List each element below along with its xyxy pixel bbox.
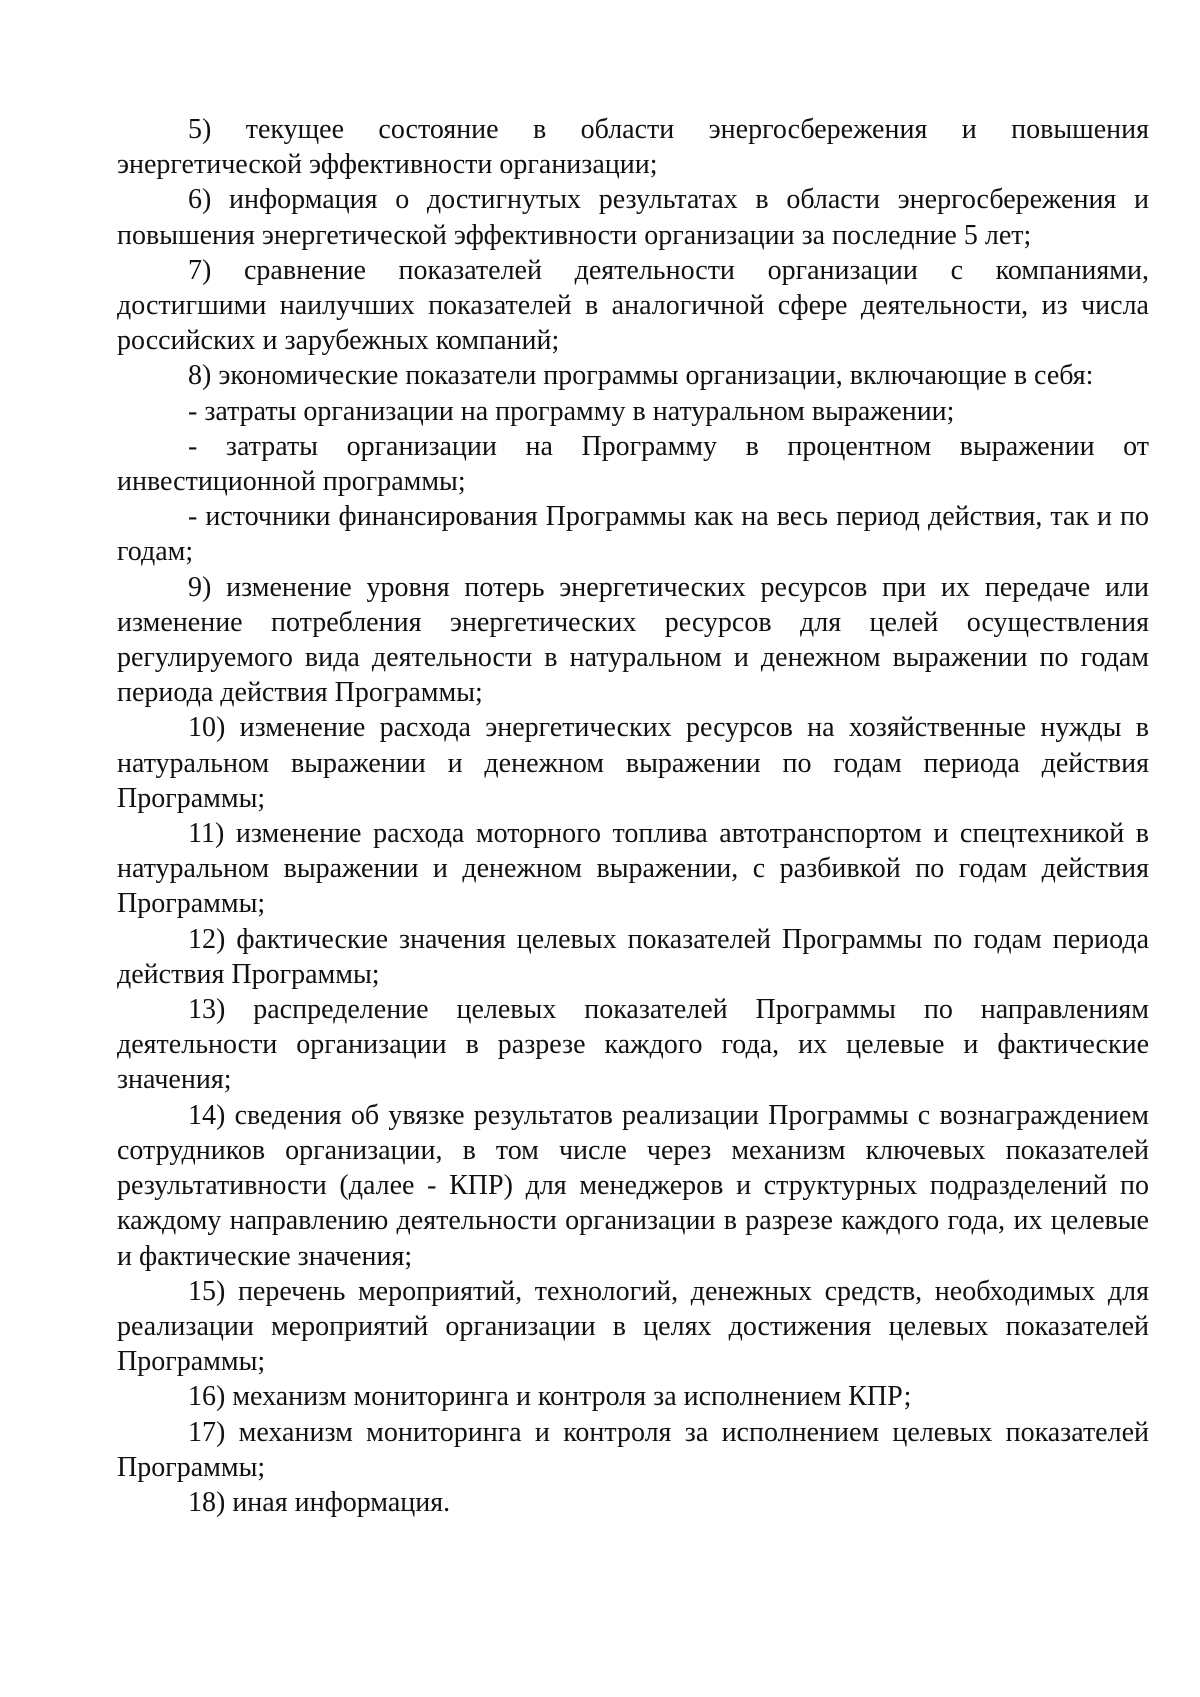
- list-item-14: 14) сведения об увязке результатов реализации Программы с вознаграждением сотрудников организации, в том числе через механизм ключевых показателей результативности (далее - КПР) для менеджеров и структурных подразделений по каждому направлению деятельности организации в разрезе каждого года, их целевые и фактические значения;: [117, 1099, 1149, 1272]
- list-item-7: 7) сравнение показателей деятельности организации с компаниями, достигшими наилучших показателей в аналогичной сфере деятельности, из числа российских и зарубежных компаний;: [117, 254, 1149, 357]
- list-item-16: 16) механизм мониторинга и контроля за исполнением КПР;: [188, 1381, 912, 1413]
- sub-item-funding-sources: - источники финансирования Программы как на весь период действия, так и по годам;: [117, 501, 1149, 568]
- list-item-13: 13) распределение целевых показателей Программы по направлениям деятельности организации в разрезе каждого года, их целевые и фактические значения;: [117, 994, 1149, 1096]
- list-item-11: 11) изменение расхода моторного топлива автотранспортом и спецтехникой в натуральном выражении и денежном выражении, с разбивкой по годам действия Программы;: [117, 818, 1149, 920]
- list-item-5: 5) текущее состояние в области энергосбережения и повышения энергетической эффективности организации;: [117, 114, 1149, 181]
- document-page: [117, 112, 1149, 1520]
- list-item-15: 15) перечень мероприятий, технологий, денежных средств, необходимых для реализации мероприятий организации в целях достижения целевых показателей Программы;: [117, 1275, 1149, 1378]
- sub-item-costs-natural: - затраты организации на программу в натуральном выражении;: [188, 395, 955, 427]
- list-item-6: 6) информация о достигнутых результатах в области энергосбережения и повышения энергетической эффективности организации за последние 5 лет;: [117, 184, 1149, 251]
- sub-item-costs-percent: - затраты организации на Программу в процентном выражении от инвестиционной программы;: [117, 430, 1149, 498]
- list-item-8: 8) экономические показатели программы организации, включающие в себя:: [188, 360, 1094, 392]
- list-item-17: 17) механизм мониторинга и контроля за исполнением целевых показателей Программы;: [117, 1416, 1149, 1483]
- list-item-9: 9) изменение уровня потерь энергетических ресурсов при их передаче или изменение потребления энергетических ресурсов для целей осуществления регулируемого вида деятельности в натуральном и денежном выражении по годам периода действия Программы;: [117, 571, 1149, 709]
- list-item-18: 18) иная информация.: [188, 1486, 451, 1518]
- list-item-12: 12) фактические значения целевых показателей Программы по годам периода действия Программы;: [117, 923, 1149, 990]
- list-item-10: 10) изменение расхода энергетических ресурсов на хозяйственные нужды в натуральном выражении и денежном выражении по годам периода действия Программы;: [117, 712, 1149, 814]
